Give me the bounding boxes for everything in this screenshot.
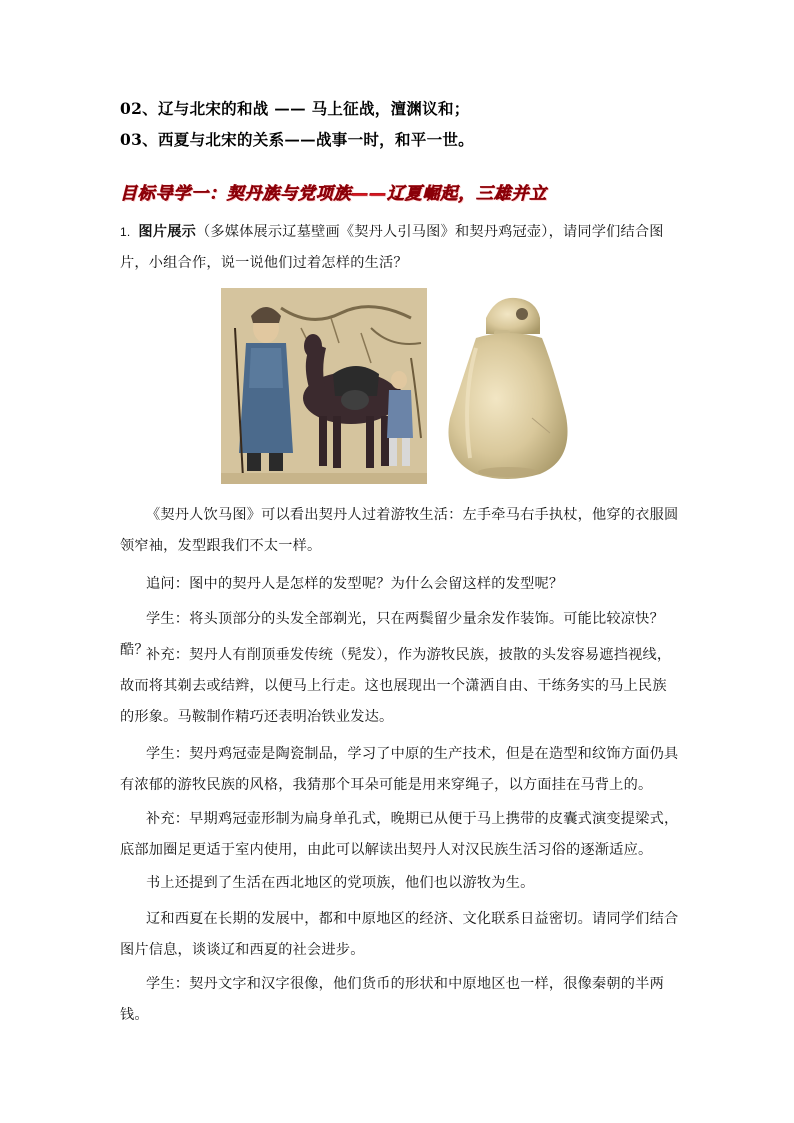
paragraph-8 [120, 904, 680, 966]
intro-line-03: 03、西夏与北宋的关系——战事一时，和平一世。 [120, 130, 474, 149]
item-number: 1. [120, 225, 131, 239]
paragraph-7 [120, 868, 680, 899]
section-heading: 目标导学一：契丹族与党项族——辽夏崛起，三雄并立 [120, 184, 548, 204]
paragraph-9 [120, 969, 680, 1031]
painting-svg [221, 288, 427, 484]
paragraph-5 [120, 739, 680, 801]
paragraph-5-text: 学生：契丹鸡冠壶是陶瓷制品，学习了中原的生产技术，但是在造型和纹饰方面仍具有浓郁的游牧民族的风格，我猜那个耳朵可能是用来穿绳子，以方面挂在马背上的。 [120, 746, 679, 793]
paragraph-6-text: 补充：早期鸡冠壶形制为扁身单孔式，晚期已从便于马上携带的皮囊式演变提梁式，底部加圈足更适于室内使用，由此可以解读出契丹人对汉民族生活习俗的逐渐适应。 [120, 811, 679, 858]
painting-khitan-leading-horse [221, 288, 427, 484]
photo-khitan-cockscomb-pot [436, 288, 578, 484]
paragraph-8-text: 辽和西夏在长期的发展中，都和中原地区的经济、文化联系日益密切。请同学们结合图片信息，谈谈辽和西夏的社会进步。 [120, 911, 679, 958]
paragraph-9-text: 学生：契丹文字和汉字很像，他们货币的形状和中原地区也一样，很像秦朝的半两钱。 [120, 976, 664, 1023]
item-text: （多媒体展示辽墓壁画《契丹人引马图》和契丹鸡冠壶），请同学们结合图片，小组合作，说一说他们过着怎样的生活？ [120, 224, 664, 271]
paragraph-4 [120, 640, 680, 733]
paragraph-1 [120, 500, 680, 562]
paragraph-7-text: 书上还提到了生活在西北地区的党项族，他们也以游牧为生。 [146, 875, 535, 891]
paragraph-2 [120, 569, 680, 600]
paragraph-2-text: 追问：图中的契丹人是怎样的发型呢？为什么会留这样的发型呢？ [146, 576, 564, 592]
paragraph-4-text: 补充：契丹人有削顶垂发传统（髡发），作为游牧民族，披散的头发容易遮挡视线，故而将其剃去或结辫，以便马上行走。这也展现出一个潇洒自由、干练务实的马上民族的形象。马鞍制作精巧还表明冶铁业发达。 [120, 647, 672, 725]
item-1-paragraph [120, 217, 680, 279]
paragraph-1-text: 《契丹人饮马图》可以看出契丹人过着游牧生活：左手牵马右手执杖，他穿的衣服圆领窄袖，发型跟我们不太一样。 [120, 507, 679, 554]
pot-svg [436, 288, 578, 484]
intro-line-02: 02、辽与北宋的和战 —— 马上征战，澶渊议和； [120, 99, 470, 118]
paragraph-3-text: 学生：将头顶部分的头发全部剃光，只在两鬓留少量余发作装饰。可能比较凉快？酷？ [120, 611, 664, 658]
paragraph-6 [120, 804, 680, 866]
item-bold-label: 图片展示 [138, 224, 196, 240]
